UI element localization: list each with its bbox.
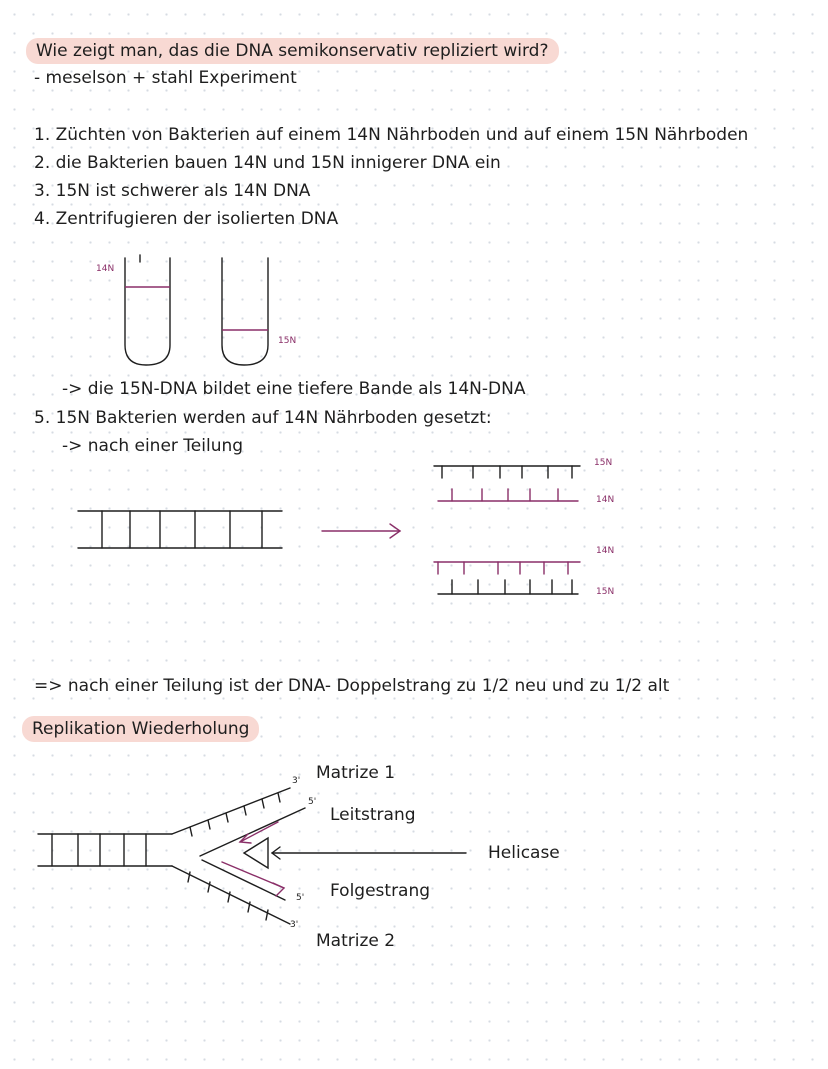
strand-label-4: 15N xyxy=(596,587,615,597)
label-folgestrang: Folgestrang xyxy=(330,881,431,901)
tube-label-15n: 15N xyxy=(278,336,297,346)
label-matrize-2: Matrize 2 xyxy=(316,931,396,951)
tube-label-14n: 14N xyxy=(96,264,115,274)
parent-dna-ladder xyxy=(78,511,282,548)
step-5: 5. 15N Bakterien werden auf 14N Nährboden gesetzt: xyxy=(34,408,492,428)
end-label-bottom-3: 3' xyxy=(290,920,299,930)
daughter-dna-2 xyxy=(434,562,580,594)
after-division: -> nach einer Teilung xyxy=(62,436,244,456)
step-3: 3. 15N ist schwerer als 14N DNA xyxy=(34,181,311,201)
subtitle: - meselson + stahl Experiment xyxy=(34,68,297,88)
centrifuge-tube-14n xyxy=(125,258,170,365)
leading-strand-arrow xyxy=(240,822,278,842)
band-result: -> die 15N-DNA bildet eine tiefere Bande als 14N-DNA xyxy=(62,379,526,399)
step-4: 4. Zentrifugieren der isolierten DNA xyxy=(34,209,339,229)
end-label-top-5: 5' xyxy=(308,797,317,807)
division-arrow xyxy=(322,524,400,538)
step-1: 1. Züchten von Bakterien auf einem 14N Nährboden und auf einem 15N Nährboden xyxy=(34,125,749,145)
end-label-bottom-5: 5' xyxy=(296,893,305,903)
section-heading-replication: Replikation Wiederholung xyxy=(22,716,259,742)
strand-label-3: 14N xyxy=(596,546,615,556)
step-2: 2. die Bakterien bauen 14N und 15N innigerer DNA ein xyxy=(34,153,501,173)
centrifuge-tube-15n xyxy=(222,258,268,365)
label-helicase: Helicase xyxy=(488,843,560,863)
strand-label-1: 15N xyxy=(594,458,613,468)
end-label-top-3: 3' xyxy=(292,776,301,786)
label-leitstrang: Leitstrang xyxy=(330,805,416,825)
daughter-dna-1 xyxy=(434,466,580,501)
strand-label-2: 14N xyxy=(596,495,615,505)
label-matrize-1: Matrize 1 xyxy=(316,763,396,783)
conclusion: => nach einer Teilung ist der DNA- Doppelstrang zu 1/2 neu und zu 1/2 alt xyxy=(34,676,670,696)
page-title: Wie zeigt man, das die DNA semikonservativ repliziert wird? xyxy=(26,38,559,64)
